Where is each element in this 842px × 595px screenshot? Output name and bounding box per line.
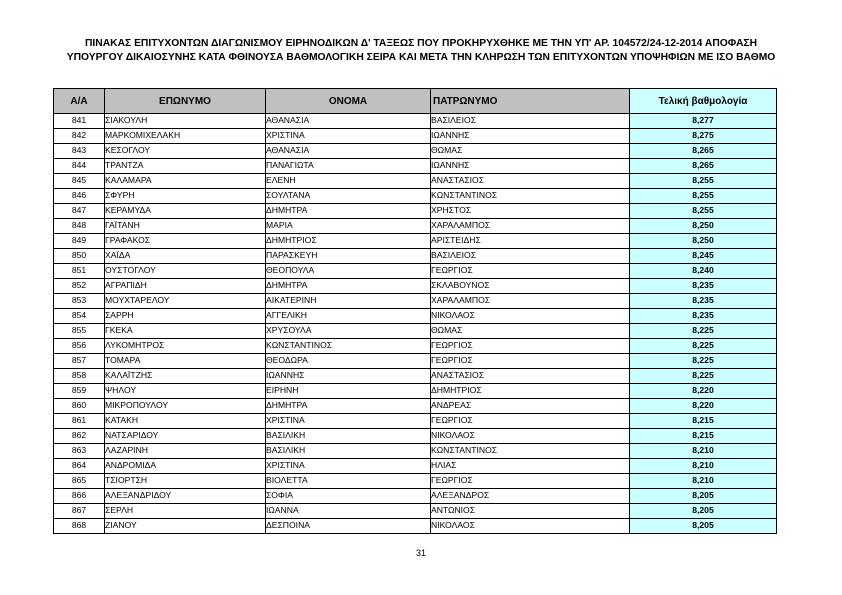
grade-cell: 8,225	[630, 324, 777, 339]
row-number: 851	[54, 264, 105, 279]
grade-cell: 8,215	[630, 429, 777, 444]
surname-cell: ΣΕΡΛΗ	[105, 504, 266, 519]
name-cell: ΒΙΟΛΕΤΤΑ	[266, 474, 431, 489]
name-cell: ΧΡΙΣΤΙΝΑ	[266, 459, 431, 474]
surname-cell: ΣΦΥΡΗ	[105, 189, 266, 204]
row-number: 849	[54, 234, 105, 249]
surname-cell: ΚΕΣΟΓΛΟΥ	[105, 144, 266, 159]
surname-cell: ΚΑΛΑΜΑΡΑ	[105, 174, 266, 189]
surname-cell: ΛΑΖΑΡΙΝΗ	[105, 444, 266, 459]
surname-cell: ΜΟΥΧΤΑΡΕΛΟΥ	[105, 294, 266, 309]
row-number: 867	[54, 504, 105, 519]
table-row	[54, 264, 777, 279]
patronymic-cell: ΚΩΝΣΤΑΝΤΙΝΟΣ	[431, 444, 630, 459]
name-cell: ΘΕΟΠΟΥΛΑ	[266, 264, 431, 279]
patronymic-cell: ΑΡΙΣΤΕΙΔΗΣ	[431, 234, 630, 249]
row-number: 847	[54, 204, 105, 219]
table-body	[54, 114, 777, 534]
grade-cell: 8,205	[630, 519, 777, 534]
patronymic-cell: ΓΕΩΡΓΙΟΣ	[431, 339, 630, 354]
surname-cell: ΜΙΚΡΟΠΟΥΛΟΥ	[105, 399, 266, 414]
name-cell: ΑΙΚΑΤΕΡΙΝΗ	[266, 294, 431, 309]
surname-cell: ΑΓΡΑΠΙΔΗ	[105, 279, 266, 294]
patronymic-cell: ΓΕΩΡΓΙΟΣ	[431, 354, 630, 369]
grade-cell: 8,245	[630, 249, 777, 264]
table-row	[54, 114, 777, 129]
surname-cell: ΓΑΪΤΑΝΗ	[105, 219, 266, 234]
row-number: 860	[54, 399, 105, 414]
surname-cell: ΧΑΪΔΑ	[105, 249, 266, 264]
patronymic-cell: ΝΙΚΟΛΑΟΣ	[431, 429, 630, 444]
name-cell: ΔΗΜΗΤΡΑ	[266, 204, 431, 219]
name-cell: ΚΩΝΣΤΑΝΤΙΝΟΣ	[266, 339, 431, 354]
surname-cell: ΝΑΤΣΑΡΙΔΟΥ	[105, 429, 266, 444]
column-header-surname: ΕΠΩΝΥΜΟ	[105, 89, 266, 114]
column-header-final-grade: Τελική βαθμολογία	[630, 89, 777, 114]
row-number: 866	[54, 489, 105, 504]
column-header-name: ΟΝΟΜΑ	[266, 89, 431, 114]
row-number: 865	[54, 474, 105, 489]
table-row	[54, 384, 777, 399]
grade-cell: 8,215	[630, 414, 777, 429]
grade-cell: 8,210	[630, 444, 777, 459]
surname-cell: ΟΥΣΤΟΓΛΟΥ	[105, 264, 266, 279]
surname-cell: ΤΟΜΑΡΑ	[105, 354, 266, 369]
patronymic-cell: ΑΝΑΣΤΑΣΙΟΣ	[431, 369, 630, 384]
grade-cell: 8,240	[630, 264, 777, 279]
surname-cell: ΚΕΡΑΜΥΔΑ	[105, 204, 266, 219]
column-header-aa: Α/Α	[54, 89, 105, 114]
grade-cell: 8,255	[630, 189, 777, 204]
name-cell: ΠΑΝΑΓΙΩΤΑ	[266, 159, 431, 174]
table-row	[54, 144, 777, 159]
patronymic-cell: ΓΕΩΡΓΙΟΣ	[431, 414, 630, 429]
row-number: 845	[54, 174, 105, 189]
patronymic-cell: ΑΝΑΣΤΑΣΙΟΣ	[431, 174, 630, 189]
grade-cell: 8,225	[630, 354, 777, 369]
name-cell: ΜΑΡΙΑ	[266, 219, 431, 234]
table-row	[54, 354, 777, 369]
table-row	[54, 324, 777, 339]
surname-cell: ΑΝΔΡΟΜΙΔΑ	[105, 459, 266, 474]
row-number: 868	[54, 519, 105, 534]
table-row	[54, 369, 777, 384]
name-cell: ΧΡΙΣΤΙΝΑ	[266, 129, 431, 144]
name-cell: ΘΕΟΔΩΡΑ	[266, 354, 431, 369]
row-number: 843	[54, 144, 105, 159]
table-row	[54, 489, 777, 504]
surname-cell: ΣΑΡΡΗ	[105, 309, 266, 324]
table-row	[54, 204, 777, 219]
surname-cell: ΚΑΛΑΪΤΖΗΣ	[105, 369, 266, 384]
name-cell: ΒΑΣΙΛΙΚΗ	[266, 444, 431, 459]
patronymic-cell: ΧΡΗΣΤΟΣ	[431, 204, 630, 219]
table-row	[54, 414, 777, 429]
surname-cell: ΓΡΑΦΑΚΟΣ	[105, 234, 266, 249]
grade-cell: 8,220	[630, 384, 777, 399]
grade-cell: 8,235	[630, 279, 777, 294]
grade-cell: 8,255	[630, 204, 777, 219]
name-cell: ΙΩΑΝΝΑ	[266, 504, 431, 519]
row-number: 858	[54, 369, 105, 384]
grade-cell: 8,250	[630, 219, 777, 234]
row-number: 841	[54, 114, 105, 129]
table-row	[54, 129, 777, 144]
name-cell: ΣΟΦΙΑ	[266, 489, 431, 504]
surname-cell: ΤΡΑΝΤΖΑ	[105, 159, 266, 174]
table-row	[54, 519, 777, 534]
grade-cell: 8,235	[630, 309, 777, 324]
row-number: 861	[54, 414, 105, 429]
row-number: 864	[54, 459, 105, 474]
table-row	[54, 219, 777, 234]
surname-cell: ΚΑΤΑΚΗ	[105, 414, 266, 429]
page-number: 31	[415, 548, 426, 558]
grade-cell: 8,255	[630, 174, 777, 189]
results-table	[53, 88, 777, 534]
grade-cell: 8,250	[630, 234, 777, 249]
patronymic-cell: ΘΩΜΑΣ	[431, 324, 630, 339]
table-row	[54, 294, 777, 309]
row-number: 856	[54, 339, 105, 354]
table-row	[54, 474, 777, 489]
name-cell: ΣΟΥΛΤΑΝΑ	[266, 189, 431, 204]
document-title-line-2: ΥΠΟΥΡΓΟΥ ΔΙΚΑΙΟΣΥΝΗΣ ΚΑΤΑ ΦΘΙΝΟΥΣΑ ΒΑΘΜΟΛΟΓΙΚΗ ΣΕΙΡΑ ΚΑΙ ΜΕΤΑ ΤΗΝ ΚΛΗΡΩΣΗ ΤΩΝ ΕΠΙΤΥΧΟΝΤΩΝ ΥΠΟΨΗΦΙΩΝ ΜΕ ΙΣΟ ΒΑΘΜΟ	[66, 52, 776, 63]
name-cell: ΙΩΑΝΝΗΣ	[266, 369, 431, 384]
column-header-patronymic: ΠΑΤΡΩΝΥΜΟ	[431, 89, 630, 114]
name-cell: ΑΘΑΝΑΣΙΑ	[266, 144, 431, 159]
surname-cell: ΤΣΙΟΡΤΣΗ	[105, 474, 266, 489]
patronymic-cell: ΧΑΡΑΛΑΜΠΟΣ	[431, 294, 630, 309]
name-cell: ΑΓΓΕΛΙΚΗ	[266, 309, 431, 324]
patronymic-cell: ΚΩΝΣΤΑΝΤΙΝΟΣ	[431, 189, 630, 204]
patronymic-cell: ΘΩΜΑΣ	[431, 144, 630, 159]
table-row	[54, 174, 777, 189]
row-number: 859	[54, 384, 105, 399]
patronymic-cell: ΙΩΑΝΝΗΣ	[431, 129, 630, 144]
patronymic-cell: ΓΕΩΡΓΙΟΣ	[431, 474, 630, 489]
table-row	[54, 279, 777, 294]
table-row	[54, 429, 777, 444]
grade-cell: 8,225	[630, 369, 777, 384]
patronymic-cell: ΔΗΜΗΤΡΙΟΣ	[431, 384, 630, 399]
surname-cell: ΣΙΑΚΟΥΛΗ	[105, 114, 266, 129]
grade-cell: 8,277	[630, 114, 777, 129]
table-row	[54, 459, 777, 474]
grade-cell: 8,205	[630, 489, 777, 504]
grade-cell: 8,265	[630, 159, 777, 174]
patronymic-cell: ΝΙΚΟΛΑΟΣ	[431, 309, 630, 324]
name-cell: ΔΕΣΠΟΙΝΑ	[266, 519, 431, 534]
row-number: 862	[54, 429, 105, 444]
row-number: 857	[54, 354, 105, 369]
row-number: 844	[54, 159, 105, 174]
table-row	[54, 444, 777, 459]
patronymic-cell: ΑΝΔΡΕΑΣ	[431, 399, 630, 414]
row-number: 855	[54, 324, 105, 339]
name-cell: ΔΗΜΗΤΡΑ	[266, 399, 431, 414]
surname-cell: ΨΗΛΟΥ	[105, 384, 266, 399]
surname-cell: ΜΑΡΚΟΜΙΧΕΛΑΚΗ	[105, 129, 266, 144]
grade-cell: 8,220	[630, 399, 777, 414]
table-row	[54, 159, 777, 174]
row-number: 852	[54, 279, 105, 294]
surname-cell: ΑΛΕΞΑΝΔΡΙΔΟΥ	[105, 489, 266, 504]
patronymic-cell: ΗΛΙΑΣ	[431, 459, 630, 474]
table-row	[54, 339, 777, 354]
name-cell: ΑΘΑΝΑΣΙΑ	[266, 114, 431, 129]
name-cell: ΧΡΙΣΤΙΝΑ	[266, 414, 431, 429]
name-cell: ΕΛΕΝΗ	[266, 174, 431, 189]
patronymic-cell: ΣΚΛΑΒΟΥΝΟΣ	[431, 279, 630, 294]
table-row	[54, 249, 777, 264]
name-cell: ΕΙΡΗΝΗ	[266, 384, 431, 399]
patronymic-cell: ΑΝΤΩΝΙΟΣ	[431, 504, 630, 519]
table-row	[54, 309, 777, 324]
patronymic-cell: ΝΙΚΟΛΑΟΣ	[431, 519, 630, 534]
row-number: 863	[54, 444, 105, 459]
patronymic-cell: ΒΑΣΙΛΕΙΟΣ	[431, 114, 630, 129]
patronymic-cell: ΙΩΑΝΝΗΣ	[431, 159, 630, 174]
table-row	[54, 189, 777, 204]
grade-cell: 8,225	[630, 339, 777, 354]
surname-cell: ΖΙΑΝΟΥ	[105, 519, 266, 534]
grade-cell: 8,205	[630, 504, 777, 519]
patronymic-cell: ΑΛΕΞΑΝΔΡΟΣ	[431, 489, 630, 504]
name-cell: ΧΡΥΣΟΥΛΑ	[266, 324, 431, 339]
row-number: 850	[54, 249, 105, 264]
surname-cell: ΓΚΕΚΑ	[105, 324, 266, 339]
grade-cell: 8,210	[630, 459, 777, 474]
table-row	[54, 399, 777, 414]
grade-cell: 8,210	[630, 474, 777, 489]
name-cell: ΠΑΡΑΣΚΕΥΗ	[266, 249, 431, 264]
row-number: 854	[54, 309, 105, 324]
patronymic-cell: ΒΑΣΙΛΕΙΟΣ	[431, 249, 630, 264]
document-title-line-1: ΠΙΝΑΚΑΣ ΕΠΙΤΥΧΟΝΤΩΝ ΔΙΑΓΩΝΙΣΜΟΥ ΕΙΡΗΝΟΔΙΚΩΝ Δ' ΤΑΞΕΩΣ ΠΟΥ ΠΡΟΚΗΡΥΧΘΗΚΕ ΜΕ ΤΗΝ ΥΠ' ΑΡ. 104572/24-12-2014 ΑΠΟΦΑΣΗ	[84, 38, 758, 49]
grade-cell: 8,235	[630, 294, 777, 309]
patronymic-cell: ΓΕΩΡΓΙΟΣ	[431, 264, 630, 279]
table-row	[54, 234, 777, 249]
table-row	[54, 504, 777, 519]
row-number: 848	[54, 219, 105, 234]
name-cell: ΒΑΣΙΛΙΚΗ	[266, 429, 431, 444]
patronymic-cell: ΧΑΡΑΛΑΜΠΟΣ	[431, 219, 630, 234]
name-cell: ΔΗΜΗΤΡΑ	[266, 279, 431, 294]
row-number: 846	[54, 189, 105, 204]
grade-cell: 8,265	[630, 144, 777, 159]
name-cell: ΔΗΜΗΤΡΙΟΣ	[266, 234, 431, 249]
row-number: 842	[54, 129, 105, 144]
grade-cell: 8,275	[630, 129, 777, 144]
table-header-row	[54, 89, 777, 114]
surname-cell: ΛΥΚΟΜΗΤΡΟΣ	[105, 339, 266, 354]
row-number: 853	[54, 294, 105, 309]
